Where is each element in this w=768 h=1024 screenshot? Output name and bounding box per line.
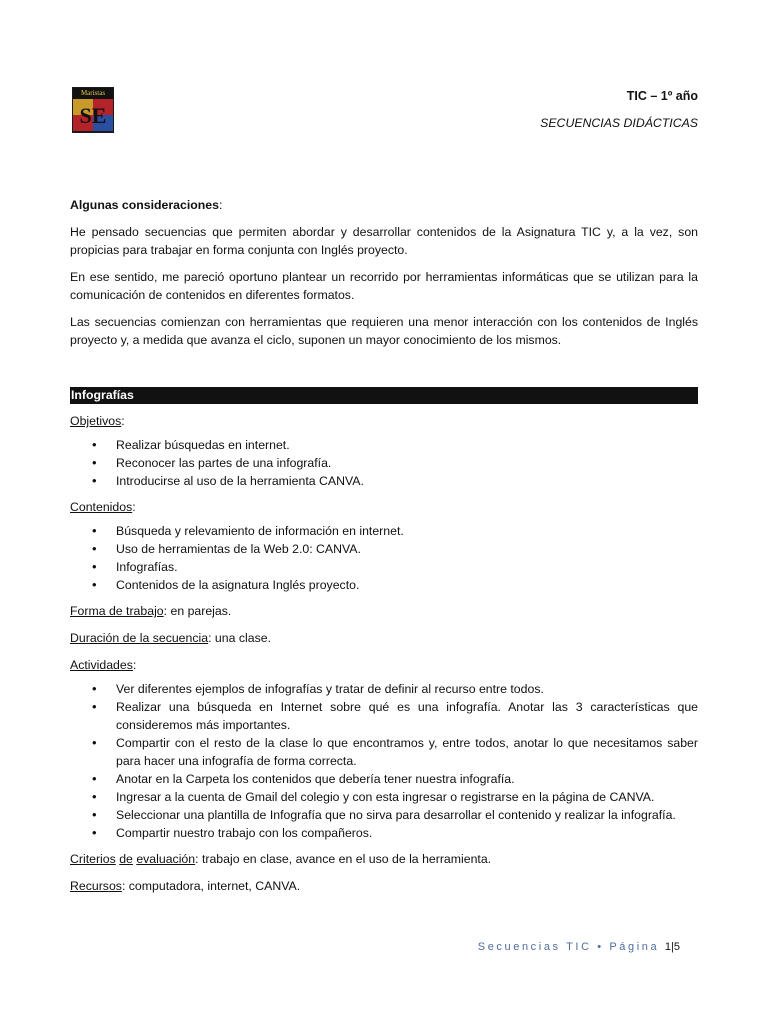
infografias-section xyxy=(70,412,698,895)
objetivos-list xyxy=(70,436,698,490)
list-item: • Seleccionar una plantilla de Infografía que no sirva para desarrollar el contenido y realizar la infografía. xyxy=(70,806,698,824)
list-item: • Compartir nuestro trabajo con los compañeros. xyxy=(70,824,698,842)
objetivos-heading: Objetivos: xyxy=(70,414,125,428)
intro-paragraph: En ese sentido, me pareció oportuno plantear un recorrido por herramientas informáticas que se utilizan para la comunicación de contenidos en diferentes formatos. xyxy=(70,270,698,302)
page-total: 5 xyxy=(673,941,680,953)
list-item: • Realizar búsquedas en internet. xyxy=(70,436,698,454)
recursos: Recursos: computadora, internet, CANVA. xyxy=(70,879,301,893)
page-number: 1 xyxy=(664,941,672,953)
school-logo xyxy=(72,87,114,133)
duracion: Duración de la secuencia: una clase. xyxy=(70,631,271,645)
list-item: • Introducirse al uso de la herramienta CANVA. xyxy=(70,472,698,490)
list-item: • Ingresar a la cuenta de Gmail del colegio y con esta ingresar o registrarse en la página de CANVA. xyxy=(70,788,698,806)
list-item: • Reconocer las partes de una infografía. xyxy=(70,454,698,472)
list-item: • Ver diferentes ejemplos de infografías y tratar de definir al recurso entre todos. xyxy=(70,680,698,698)
list-item: • Uso de herramientas de la Web 2.0: CANVA. xyxy=(70,540,698,558)
header-title: TIC – 1º año xyxy=(626,89,698,103)
intro-section xyxy=(70,196,698,349)
criterios-evaluacion: Criterios de evaluación: trabajo en clase, avance en el uso de la herramienta. xyxy=(70,852,492,866)
page-footer xyxy=(478,941,680,953)
list-item: • Infografías. xyxy=(70,558,698,576)
contenidos-list xyxy=(70,522,698,594)
actividades-heading: Actividades: xyxy=(70,658,137,672)
contenidos-heading: Contenidos: xyxy=(70,500,136,514)
header-subtitle: SECUENCIAS DIDÁCTICAS xyxy=(540,116,698,130)
list-item: • Realizar una búsqueda en Internet sobre qué es una infografía. Anotar las 3 características que consideremos más importantes. xyxy=(70,698,698,734)
list-item: • Anotar en la Carpeta los contenidos que debería tener nuestra infografía. xyxy=(70,770,698,788)
list-item: • Contenidos de la asignatura Inglés proyecto. xyxy=(70,576,698,594)
intro-paragraph: He pensado secuencias que permiten abordar y desarrollar contenidos de la Asignatura TIC y, a la vez, son propicias para trabajar en forma conjunta con Inglés proyecto. xyxy=(70,225,698,257)
forma-de-trabajo: Forma de trabajo: en parejas. xyxy=(70,604,232,618)
page-separator: | xyxy=(671,941,674,953)
logo-monogram: SE xyxy=(79,103,107,128)
actividades-list xyxy=(70,680,698,842)
intro-paragraph: Las secuencias comienzan con herramientas que requieren una menor interacción con los contenidos de Inglés proyecto y, a medida que avanza el ciclo, suponen un mayor conocimiento de los mismos. xyxy=(70,315,698,347)
intro-heading: Algunas consideraciones: xyxy=(70,198,223,212)
logo-text: Maristas xyxy=(73,88,113,99)
list-item: • Búsqueda y relevamiento de información en internet. xyxy=(70,522,698,540)
section-title-bar: Infografías xyxy=(70,387,698,404)
footer-text: Secuencias TIC • Página xyxy=(477,941,660,953)
list-item: • Compartir con el resto de la clase lo que encontramos y, entre todos, anotar lo que necesitamos saber para hacer una infografía de forma correcta. xyxy=(70,734,698,770)
